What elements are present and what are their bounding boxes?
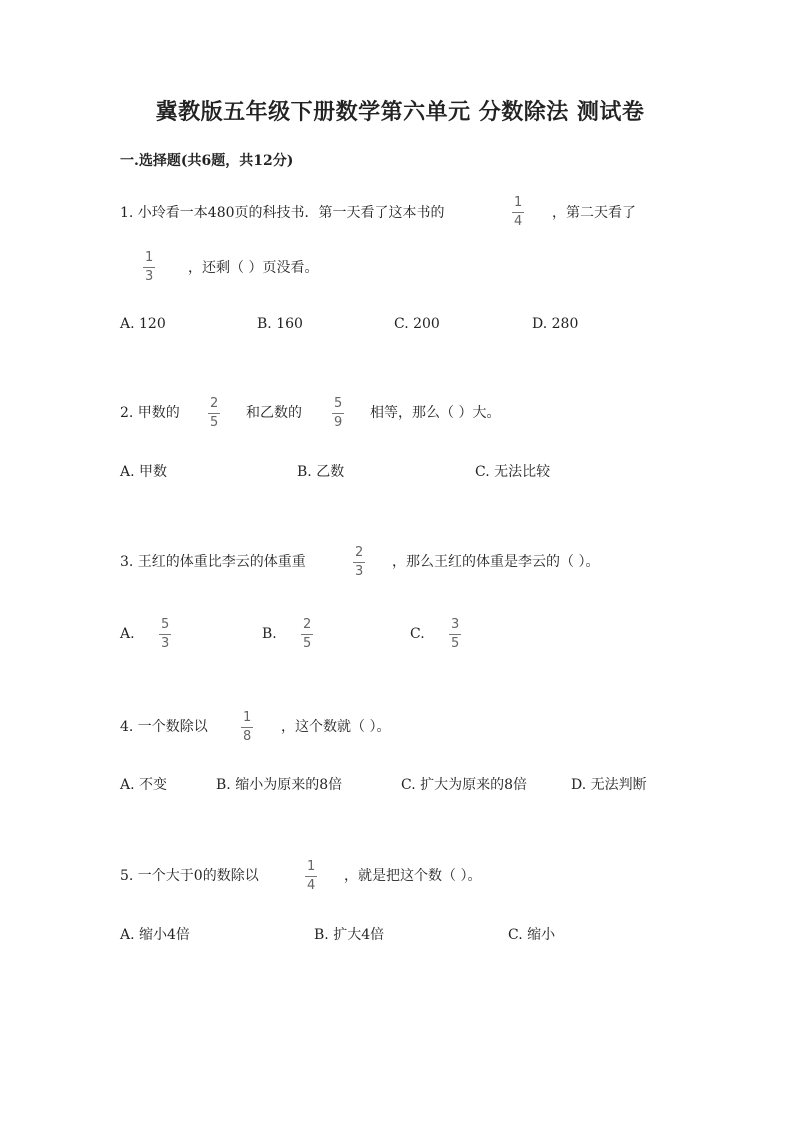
q4-option-a[interactable]: A. 不变 <box>120 777 168 793</box>
q4-fraction-1 <box>241 711 253 744</box>
fraction-numerator: 2 <box>210 396 219 411</box>
fraction-denominator: 5 <box>451 636 460 651</box>
q2-fraction-2 <box>332 397 344 430</box>
q2-option-a[interactable]: A. 甲数 <box>120 464 168 480</box>
fraction-numerator: 2 <box>355 545 364 560</box>
fraction-numerator: 1 <box>145 250 154 265</box>
q1-fraction-2 <box>143 251 155 284</box>
q1-option-c[interactable]: C. 200 <box>394 316 440 332</box>
q4-text-b: ，这个数就（ ）。 <box>281 719 391 735</box>
fraction-bar <box>301 634 313 635</box>
q3-option-b-fraction[interactable] <box>301 618 313 651</box>
q4-option-d[interactable]: D. 无法判断 <box>571 777 647 793</box>
fraction-bar <box>449 634 461 635</box>
q3-option-b-label[interactable]: B. <box>262 626 277 642</box>
fraction-denominator: 5 <box>303 636 312 651</box>
fraction-numerator: 1 <box>307 859 316 874</box>
fraction-denominator: 3 <box>145 269 154 284</box>
fraction-bar <box>159 634 171 635</box>
fraction-numerator: 2 <box>303 617 312 632</box>
page-title: 冀教版五年级下册数学第六单元 分数除法 测试卷 <box>155 99 645 125</box>
q1-option-a[interactable]: A. 120 <box>120 316 166 332</box>
fraction-numerator: 3 <box>451 617 460 632</box>
q5-option-a[interactable]: A. 缩小4倍 <box>120 927 190 943</box>
q1-text-c: ，还剩（ ）页没看。 <box>188 260 319 276</box>
q1-text-a: 1. 小玲看一本480页的科技书．第一天看了这本书的 <box>120 205 445 221</box>
q1-option-b[interactable]: B. 160 <box>257 316 303 332</box>
q2-option-c[interactable]: C. 无法比较 <box>475 464 551 480</box>
fraction-denominator: 4 <box>514 214 523 229</box>
q2-option-b[interactable]: B. 乙数 <box>297 464 345 480</box>
fraction-bar <box>208 413 220 414</box>
fraction-numerator: 5 <box>161 617 170 632</box>
fraction-numerator: 1 <box>243 710 252 725</box>
q3-fraction-1 <box>353 546 365 579</box>
section-heading: 一.选择题(共6题，共12分) <box>120 153 294 169</box>
q1-fraction-1 <box>512 196 524 229</box>
q5-option-c[interactable]: C. 缩小 <box>508 927 556 943</box>
fraction-bar <box>512 212 524 213</box>
q2-text-c: 相等，那么（ ）大。 <box>370 405 501 421</box>
fraction-denominator: 9 <box>334 415 343 430</box>
q1-text-b: ，第二天看了 <box>552 205 636 221</box>
q2-text-a: 2. 甲数的 <box>120 405 180 421</box>
fraction-bar <box>332 413 344 414</box>
fraction-bar <box>241 727 253 728</box>
q3-text-a: 3. 王红的体重比李云的体重重 <box>120 554 306 570</box>
q4-option-c[interactable]: C. 扩大为原来的8倍 <box>401 777 528 793</box>
fraction-denominator: 8 <box>243 729 252 744</box>
fraction-bar <box>353 562 365 563</box>
q5-text-a: 5. 一个大于0的数除以 <box>120 868 259 884</box>
q3-option-a-label[interactable]: A. <box>120 626 135 642</box>
fraction-numerator: 1 <box>514 195 523 210</box>
q2-text-b: 和乙数的 <box>246 405 302 421</box>
q2-fraction-1 <box>208 397 220 430</box>
q3-option-a-fraction[interactable] <box>159 618 171 651</box>
q5-fraction-1 <box>305 860 317 893</box>
q3-text-b: ，那么王红的体重是李云的（ ）。 <box>392 554 600 570</box>
q4-option-b[interactable]: B. 缩小为原来的8倍 <box>216 777 343 793</box>
q5-text-b: ，就是把这个数（ ）。 <box>344 868 482 884</box>
fraction-numerator: 5 <box>334 396 343 411</box>
q5-option-b[interactable]: B. 扩大4倍 <box>314 927 385 943</box>
fraction-bar <box>143 267 155 268</box>
q3-option-c-label[interactable]: C. <box>410 626 425 642</box>
q3-option-c-fraction[interactable] <box>449 618 461 651</box>
fraction-denominator: 3 <box>355 564 364 579</box>
q4-text-a: 4. 一个数除以 <box>120 719 208 735</box>
q1-option-d[interactable]: D. 280 <box>532 316 579 332</box>
fraction-denominator: 4 <box>307 878 316 893</box>
fraction-denominator: 5 <box>210 415 219 430</box>
fraction-bar <box>305 876 317 877</box>
fraction-denominator: 3 <box>161 636 170 651</box>
